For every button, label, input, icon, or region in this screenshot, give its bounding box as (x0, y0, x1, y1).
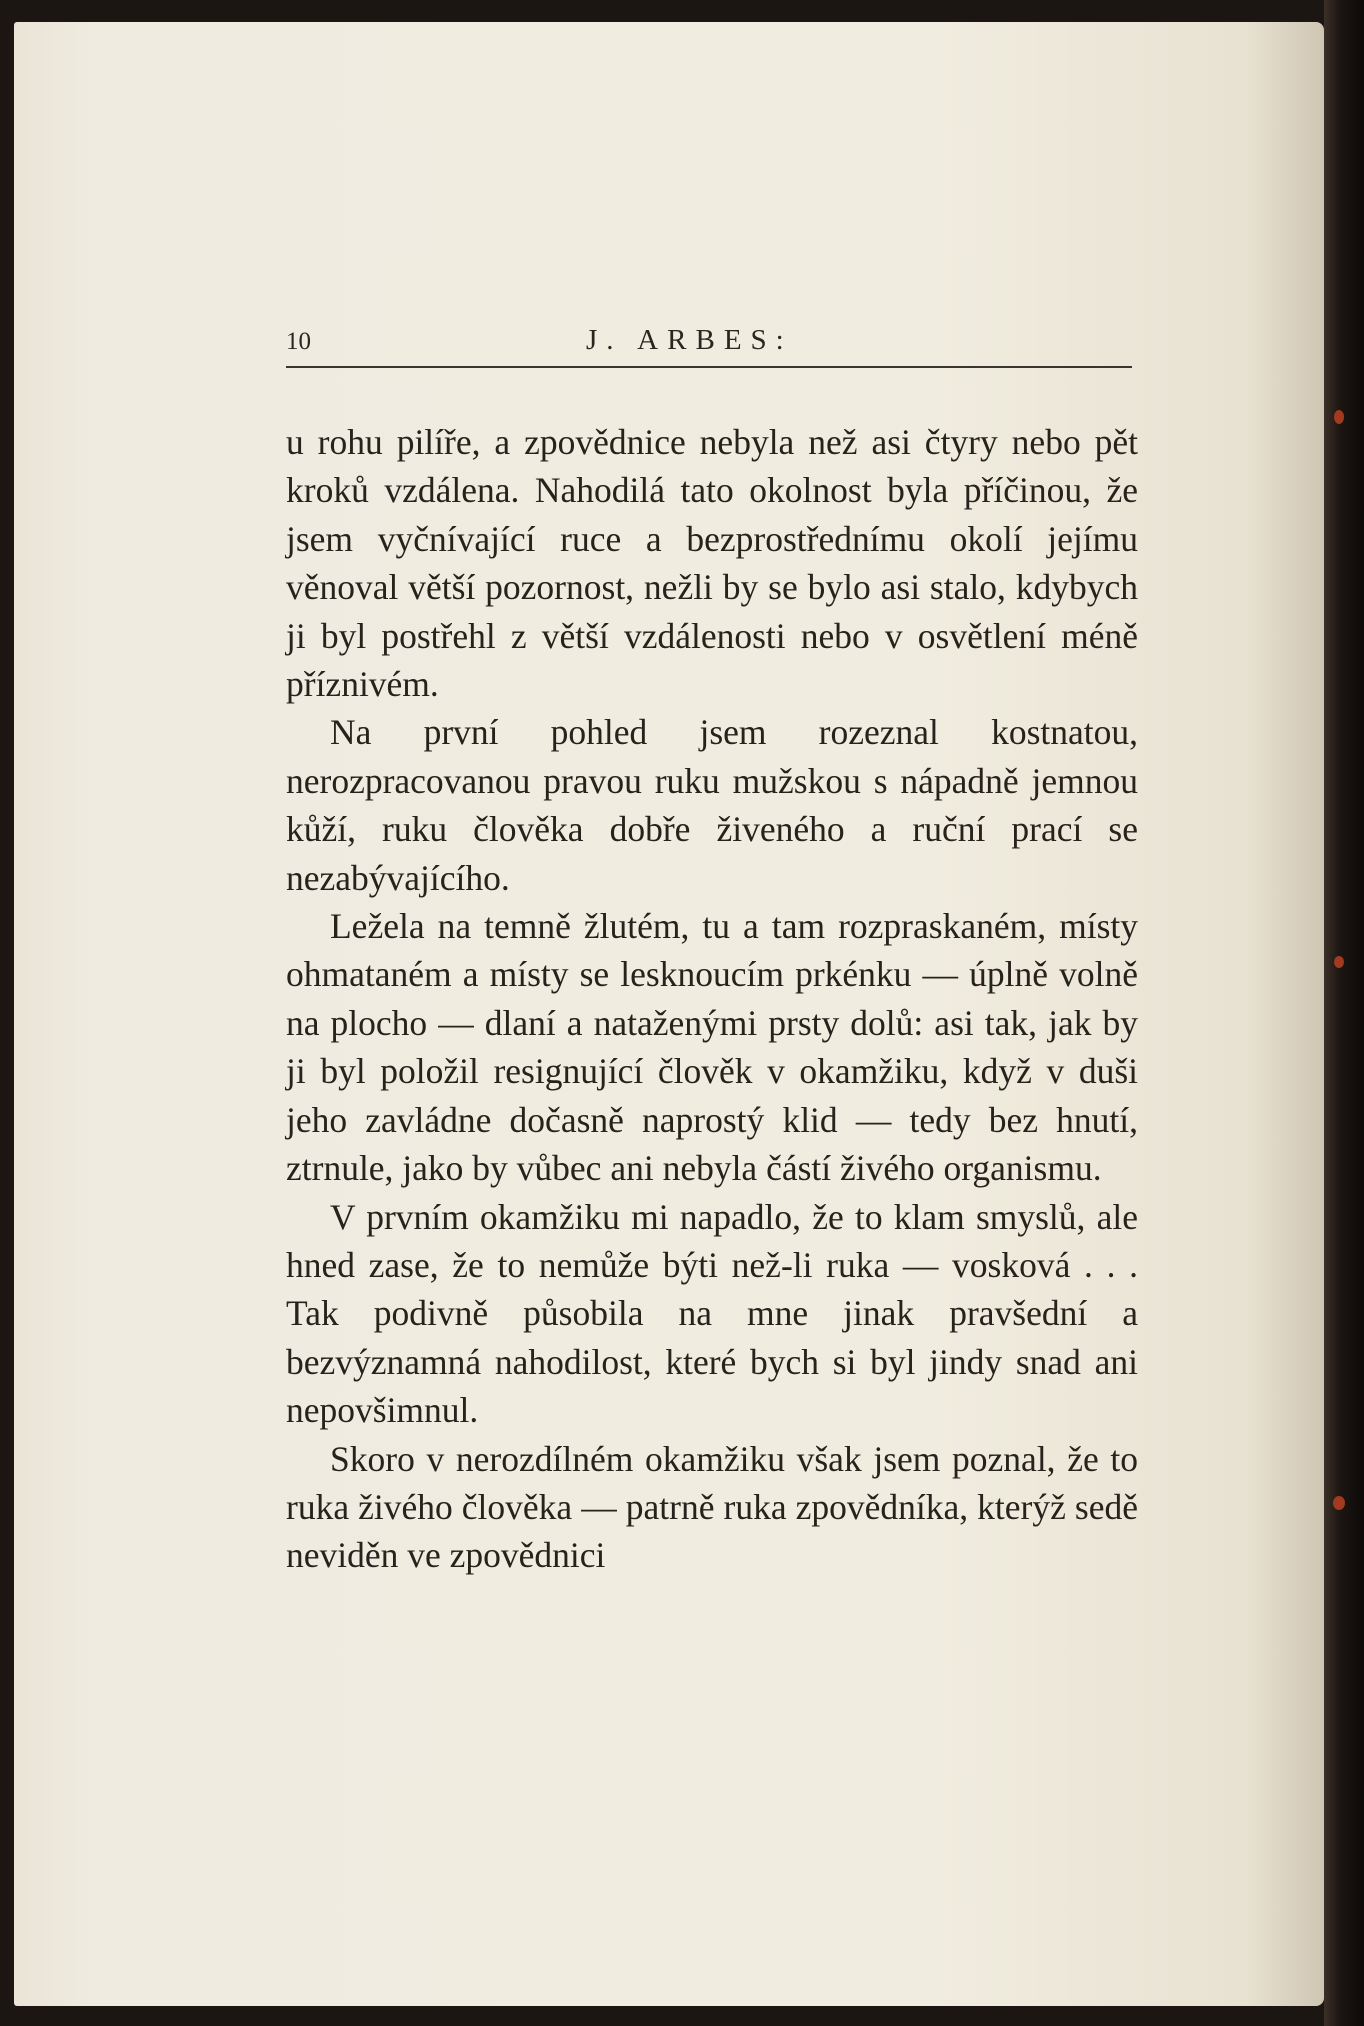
page-speck (1334, 410, 1344, 424)
running-head: J. ARBES: (586, 324, 793, 356)
page-speck (1333, 1496, 1345, 1510)
body-text (286, 418, 1138, 1580)
page-number: 10 (286, 328, 311, 355)
page-speck (1334, 956, 1344, 968)
paragraph-3: Ležela na temně žlutém, tu a tam rozpraskaném, místy ohmataném a místy se lesknoucím prkénku — úplně volně na plocho — dlaní a nataženými prsty dolů: asi tak, jak by ji byl položil resignující člověk v okamžiku, když v duši jeho zavládne dočasně naprostý klid — tedy bez hnutí, ztrnule, jako by vůbec ani nebyla částí živého organismu. (286, 906, 1138, 1189)
paragraph-5: Skoro v nerozdílném okamžiku však jsem poznal, že to ruka živého člověka — patrně ruka zpovědníka, kterýž sedě neviděn ve zpovědnici (286, 1438, 1138, 1576)
header-rule (286, 366, 1132, 368)
page-header (286, 318, 1132, 368)
paragraph-2: Na první pohled jsem rozeznal kostnatou, nerozpracovanou pravou ruku mužskou s nápadně jemnou kůží, ruku člověka dobře živeného a ruční prací se nezabývajícího. (286, 712, 1138, 898)
book-spine-edge (1324, 0, 1364, 2026)
paragraph-4: V prvním okamžiku mi napadlo, že to klam smyslů, ale hned zase, že to nemůže býti než-li ruka — vosková . . . Tak podivně působila na mne jinak pravšední a bezvýznamná nahodilost, které bych si byl jindy snad ani nepovšimnul. (286, 1196, 1138, 1431)
paragraph-1: u rohu pilíře, a zpovědnice nebyla než asi čtyry nebo pět kroků vzdálena. Nahodilá tato okolnost byla příčinou, že jsem vyčnívající ruce a bezprostřednímu okolí jejímu věnoval větší pozornost, nežli by se bylo asi stalo, kdybych ji byl postřehl z větší vzdálenosti nebo v osvětlení méně příznivém. (286, 422, 1138, 705)
